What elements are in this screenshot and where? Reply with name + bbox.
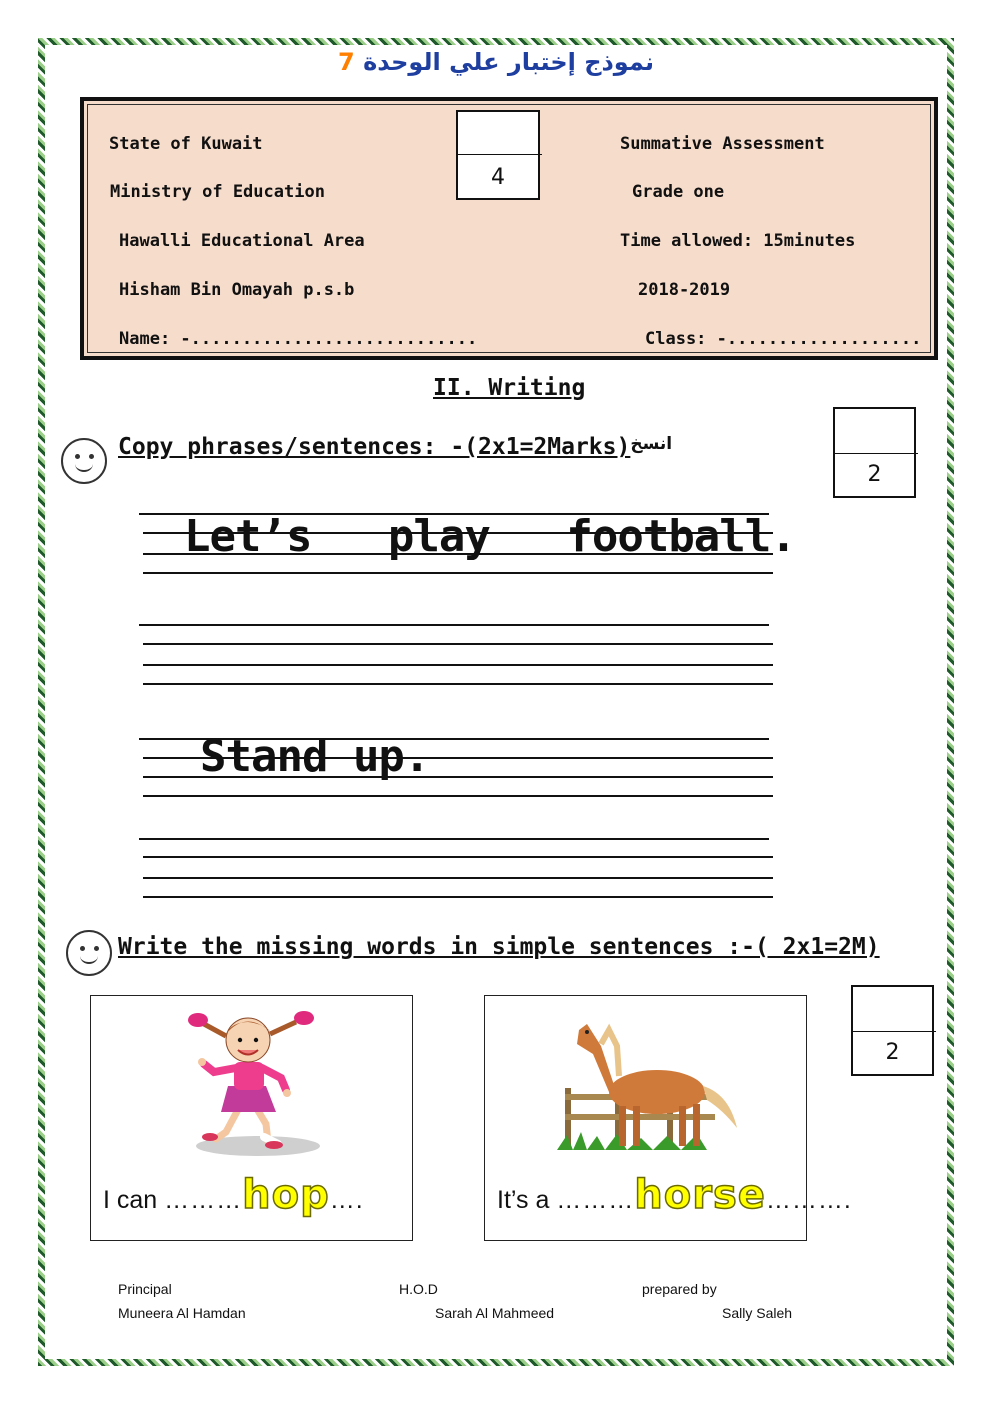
header-class-field: Class: -................... <box>645 329 922 349</box>
sentence-1-dots-end: …. <box>329 1186 364 1214</box>
sentence-2-prefix: It’s a <box>497 1186 557 1214</box>
model-sentence-2: Stand up. <box>200 731 430 782</box>
sentence-1-dots: ……… <box>164 1186 243 1214</box>
header-state: State of Kuwait <box>109 134 263 154</box>
smiley-icon <box>61 438 107 484</box>
header-score: 4 <box>491 165 505 190</box>
header-ministry: Ministry of Education <box>110 182 325 202</box>
missing-section-title: Write the missing words in simple sentences :-( 2x1=2M) <box>118 934 880 960</box>
exercise-sentence-1 <box>103 1172 364 1218</box>
sentence-2-dots: ……… <box>556 1186 635 1214</box>
smiley-icon <box>66 930 112 976</box>
header-assessment: Summative Assessment <box>620 134 825 154</box>
footer-prepared-name: Sally Saleh <box>722 1305 793 1321</box>
sentence-2-dots-end: ………. <box>765 1186 852 1214</box>
exam-title <box>0 48 992 76</box>
header-grade: Grade one <box>632 182 725 202</box>
copy-title-text: Copy phrases/sentences: -(2x1=2Marks) <box>118 434 631 460</box>
horse-image <box>557 1010 747 1160</box>
exam-title-text: نموذج إختبار علي الوحدة <box>363 48 654 76</box>
answer-horse: horse <box>634 1172 766 1218</box>
missing-score-box <box>851 985 934 1076</box>
copy-score: 2 <box>867 462 882 487</box>
copy-score-box <box>833 407 916 498</box>
header-name-field: Name: -............................ <box>119 329 478 349</box>
sentence-1-prefix: I can <box>103 1186 165 1214</box>
header-score-box <box>456 110 540 200</box>
missing-score: 2 <box>885 1040 900 1065</box>
model-sentence-1: Let’s play football. <box>184 511 796 562</box>
exercise-box-horse <box>484 995 852 1241</box>
girl-hopping-image <box>186 1004 321 1159</box>
exercise-box-hop <box>90 995 413 1241</box>
header-area: Hawalli Educational Area <box>119 231 365 251</box>
footer-principal-label: Principal <box>118 1281 172 1297</box>
section-heading: II. Writing <box>433 375 586 401</box>
exercise-sentence-2 <box>497 1172 852 1218</box>
unit-number: 7 <box>338 48 355 76</box>
footer-principal-name: Muneera Al Hamdan <box>118 1305 246 1321</box>
footer-prepared-label: prepared by <box>642 1281 717 1297</box>
header-school: Hisham Bin Omayah p.s.b <box>119 280 355 300</box>
copy-section-title <box>118 434 672 460</box>
answer-hop: hop <box>242 1172 330 1218</box>
header-year: 2018-2019 <box>638 280 731 300</box>
copy-title-arabic: انسخ <box>630 434 673 454</box>
footer-hod-label: H.O.D <box>399 1281 438 1297</box>
footer-hod-name: Sarah Al Mahmeed <box>435 1305 555 1321</box>
header-info-box <box>80 97 938 360</box>
header-time: Time allowed: 15minutes <box>620 231 856 251</box>
